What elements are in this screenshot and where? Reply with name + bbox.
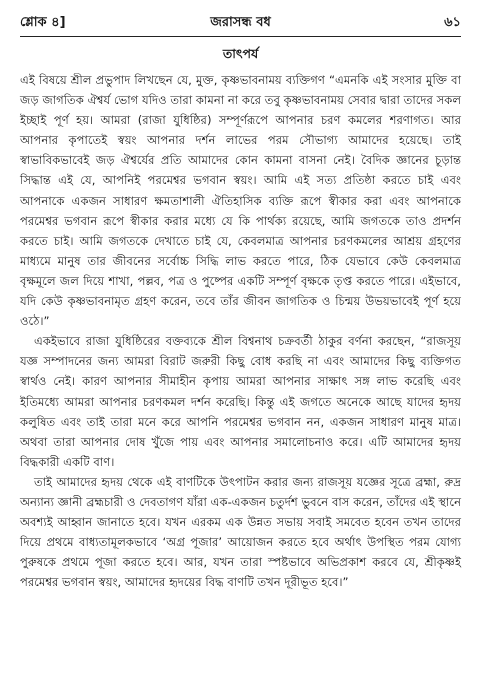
section-title: তাৎপর্য [222, 46, 259, 61]
chapter-title: জরাসন্ধ বধ [210, 15, 271, 30]
page-header [20, 13, 461, 35]
paragraph-1: এই বিষয়ে শ্রীল প্রভুপাদ লিখছেন যে, মুক্ত, কৃষ্ণভাবনাময় ব্যক্তিগণ “এমনকি এই সংসার মুক্তি বা জড় জাগতিক ঐশ্বর্য ভোগ যদিও তারা কামনা না করে তবু কৃষ্ণভাবনাময় সেবার দ্বারা তাদের সকল ইচ্ছাই পূর্ণ হয়। আমরা (রাজা যুধিষ্ঠির) সম্পূর্ণরূপে আপনার চরণ কমলের শরণাগত। আর আপনার কৃপাতেই স্বয়ং আপনার দর্শন লাভের পরম সৌভাগ্য আমাদের হয়েছে। তাই স্বাভাবিকভাবেই জড় ঐশ্বর্যের প্রতি আমাদের কোন কামনা বাসনা নেই। বৈদিক জ্ঞানের চূড়ান্ত সিদ্ধান্ত এই যে, আপনিই পরমেশ্বর ভগবান স্বয়ং। আমি এই সত্য প্রতিষ্ঠা করতে চাই এবং আপনাকে একজন সাধারণ ক্ষমতাশালী ঐতিহাসিক ব্যক্তি রূপে স্বীকার করা এবং আপনাকে পরমেশ্বর ভগবান রূপে স্বীকার করার মধ্যে যে কি পার্থক্য রয়েছে, আমি জগতকে তাও প্রদর্শন করতে চাই। আমি জগতকে দেখাতে চাই যে, কেবলমাত্র আপনার চরণকমলের আশ্রয় গ্রহণের মাধ্যমে মানুষ তার জীবনের সর্বোচ্চ সিদ্ধি লাভ করতে পারে, ঠিক যেভাবে কেউ কেবলমাত্র বৃক্ষমূলে জল দিয়ে শাখা, পল্লব, পত্র ও পুষ্পের একটি সম্পূর্ণ বৃক্ষকে তৃপ্ত করতে পারে। এইভাবে, যদি কেউ কৃষ্ণভাবনামৃত গ্রহণ করেন, তবে তাঁর জীবন জাগতিক ও চিন্ময় উভয়ভাবেই পূর্ণ হয়ে ওঠে।” [20, 73, 462, 329]
verse-reference: শ্লোক ৪] [20, 15, 66, 30]
paragraph-3: তাই আমাদের হৃদয় থেকে এই বাণটিকে উৎপাটন করার জন্য রাজসূয় যজ্ঞের সূত্রে ব্রহ্মা, রুদ্র অন্যান্য জ্ঞানী ব্রহ্মচারী ও দেবতাগণ যাঁরা এক-একজন চতুর্দশ ভুবনে বাস করেন, তাঁদের এই স্থানে অবশ্যই আহ্বান জানাতে হবে। যখন এরকম এক উন্নত সভায় সবাই সমবেত হবেন তখন তাদের দিয়ে প্রথমে বাধ্যতামূলকভাবে ‘অগ্র পূজার’ আয়োজন করতে হবে অর্থাৎ উপস্থিত পরম যোগ্য পুরুষকে প্রথমে পূজা করতে হবে। আর, যখন তারা স্পষ্টভাবে অভিপ্রকাশ করবে যে, শ্রীকৃষ্ণই পরমেশ্বর ভগবান স্বয়ং, আমাদের হৃদয়ের বিদ্ধ বাণটি তখন দূরীভূত হবে।” [20, 474, 461, 590]
body-text [20, 70, 461, 592]
page-number: ৬১ [444, 15, 461, 30]
header-rule [20, 36, 461, 37]
paragraph-2: একইভাবে রাজা যুধিষ্ঠিরের বক্তব্যকে শ্রীল বিশ্বনাথ চক্রবর্তী ঠাকুর বর্ণনা করছেন, “রাজসূয় যজ্ঞ সম্পাদনের জন্য আমরা বিরাট জরুরী কিছু বোধ করছি না এবং আমাদের কিছু ব্যক্তিগত স্বার্থও নেই। কারণ আপনার সীমাহীন কৃপায় আমরা আপনার সাক্ষাৎ সঙ্গ লাভ করেছি এবং ইতিমধ্যে আমরা আপনার চরণকমল দর্শন করেছি। কিন্তু এই জগতে অনেকে আছে যাদের হৃদয় কলুষিত এবং তাই তারা মনে করে আপনি পরমেশ্বর ভগবান নন, একজন সাধারণ মানুষ মাত্র। অথবা তারা আপনার দোষ খুঁজে পায় এবং আপনার সমালোচনাও করে। এটি আমাদের হৃদয় বিদ্ধকারী একটি বাণ। [20, 334, 461, 469]
